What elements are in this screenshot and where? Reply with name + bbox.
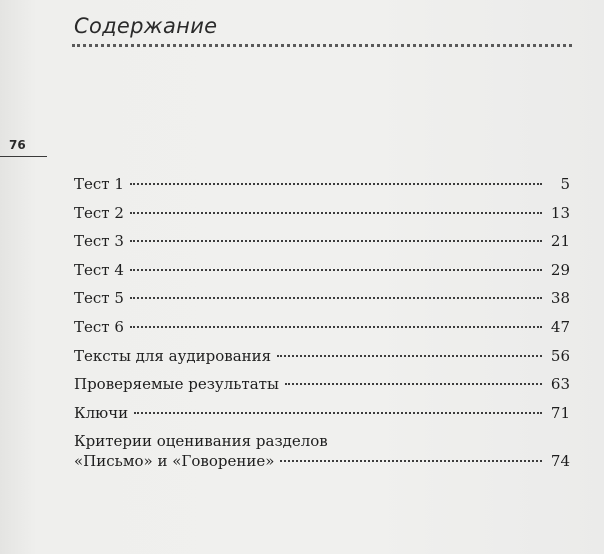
dot-leader <box>280 460 542 462</box>
toc-entry-title-line2: «Письмо» и «Говорение» <box>74 452 275 471</box>
toc-entry-title: Ключи <box>74 403 129 422</box>
toc-entry[interactable] <box>74 403 570 432</box>
toc-entry[interactable] <box>74 203 570 232</box>
toc-entry-page: 74 <box>550 452 570 471</box>
toc-entry-multiline[interactable] <box>74 431 570 471</box>
dot-leader <box>130 183 542 185</box>
toc-entry[interactable] <box>74 174 570 203</box>
dot-leader <box>130 240 542 242</box>
toc-entry[interactable] <box>74 374 570 403</box>
toc-entry-title: Тест 2 <box>74 203 124 222</box>
toc-entry-page: 56 <box>550 346 570 365</box>
toc-entry-title: Тексты для аудирования <box>74 346 272 365</box>
toc-entry[interactable] <box>74 231 570 260</box>
toc-entry-page: 38 <box>550 289 570 308</box>
toc-entry[interactable] <box>74 346 570 375</box>
toc-entry-page: 21 <box>550 232 570 251</box>
toc-entry-title: Тест 5 <box>74 289 124 308</box>
toc-entry-page: 71 <box>550 403 570 422</box>
toc-entry-title: Тест 6 <box>74 317 124 336</box>
dot-leader <box>134 412 542 414</box>
toc-entry-title: Тест 1 <box>74 175 124 193</box>
dot-leader <box>277 355 542 357</box>
toc-entry-page: 13 <box>550 203 570 222</box>
dot-leader <box>130 297 542 299</box>
toc-entry[interactable] <box>74 317 570 346</box>
toc-entry-title: Тест 3 <box>74 232 124 251</box>
heading-dotted-rule <box>72 44 572 47</box>
page-number: 76 <box>9 138 26 152</box>
dot-leader <box>285 383 542 385</box>
toc-entry-title-line1: Критерии оценивания разделов <box>74 432 328 451</box>
dot-leader <box>130 326 542 328</box>
toc-entry-page: 29 <box>550 260 570 279</box>
toc-entry[interactable] <box>74 288 570 317</box>
contents-heading: Содержание <box>74 14 218 38</box>
toc-entry-page: 47 <box>550 317 570 336</box>
toc-entry-page: 5 <box>560 175 570 193</box>
page-number-rule <box>0 156 47 157</box>
dot-leader <box>130 269 542 271</box>
table-of-contents <box>74 174 570 471</box>
toc-entry[interactable] <box>74 260 570 289</box>
toc-entry-title: Проверяемые результаты <box>74 375 279 394</box>
dot-leader <box>130 212 542 214</box>
toc-entry-title: Тест 4 <box>74 260 124 279</box>
toc-entry-page: 63 <box>550 375 570 394</box>
